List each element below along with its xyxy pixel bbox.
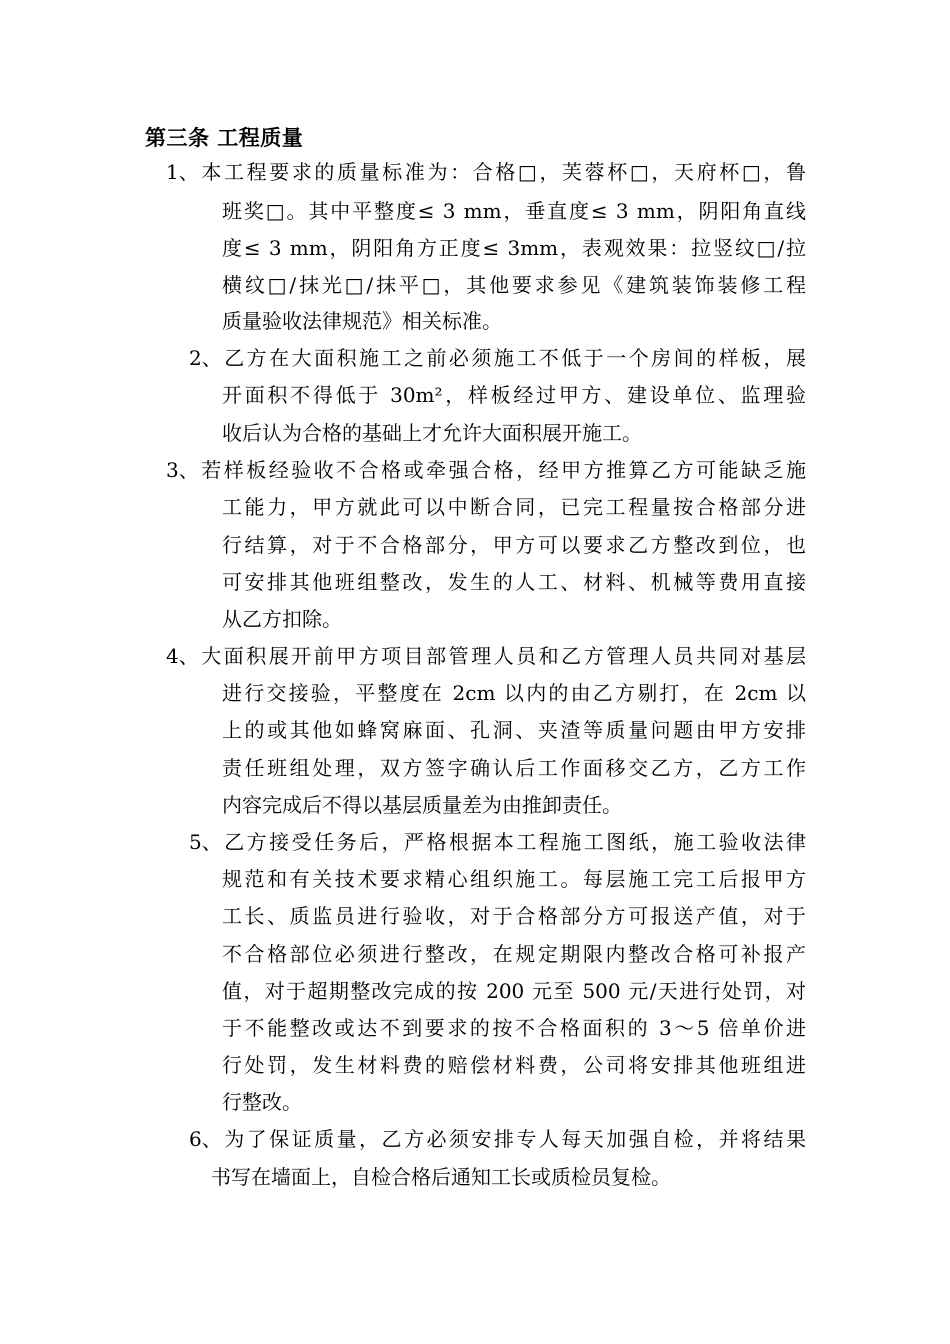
clause-number: 3、 bbox=[166, 458, 199, 482]
clause-line: 于不能整改或达不到要求的按不合格面积的 3～5 倍单价进 bbox=[222, 1016, 806, 1040]
section-title: 第三条 工程质量 bbox=[145, 125, 304, 150]
clause-number: 2、 bbox=[189, 346, 222, 370]
clause-line: 6、为了保证质量，乙方必须安排专人每天加强自检，并将结果 bbox=[189, 1121, 806, 1158]
clause-line: 横纹□/抹光□/抹平□，其他要求参见《建筑装饰装修工程 bbox=[222, 273, 806, 297]
clause-line: 开面积不得低于 30m²，样板经过甲方、建设单位、监理验 bbox=[222, 383, 806, 407]
clause-line: 上的或其他如蜂窝麻面、孔洞、夹渣等质量问题由甲方安排 bbox=[222, 718, 806, 742]
clause-line: 4、大面积展开前甲方项目部管理人员和乙方管理人员共同对基层 bbox=[166, 638, 806, 675]
clause-number: 5、 bbox=[189, 830, 222, 854]
clause-line: 行结算，对于不合格部分，甲方可以要求乙方整改到位，也 bbox=[222, 533, 806, 557]
clause-line: 书写在墙面上，自检合格后通知工长或质检员复检。 bbox=[211, 1165, 671, 1189]
clause-line: 从乙方扣除。 bbox=[222, 607, 342, 631]
clause-line: 规范和有关技术要求精心组织施工。每层施工完工后报甲方 bbox=[222, 867, 806, 891]
clause-line: 2、乙方在大面积施工之前必须施工不低于一个房间的样板，展 bbox=[189, 340, 806, 377]
clause-line: 行整改。 bbox=[222, 1090, 302, 1114]
clause-line: 3、若样板经验收不合格或牵强合格，经甲方推算乙方可能缺乏施 bbox=[166, 452, 806, 489]
clause-line: 5、乙方接受任务后，严格根据本工程施工图纸，施工验收法律 bbox=[189, 824, 806, 861]
clause-line: 工长、质监员进行验收，对于合格部分方可报送产值，对于 bbox=[222, 904, 806, 928]
clause-line: 值，对于超期整改完成的按 200 元至 500 元/天进行处罚，对 bbox=[222, 979, 806, 1003]
clause-number: 1、 bbox=[166, 160, 199, 184]
clause-line: 不合格部位必须进行整改，在规定期限内整改合格可补报产 bbox=[222, 942, 806, 966]
clause-line: 责任班组处理，双方签字确认后工作面移交乙方，乙方工作 bbox=[222, 756, 806, 780]
clause-number: 6、 bbox=[189, 1127, 222, 1151]
clause-line: 班奖□。其中平整度≤ 3 mm，垂直度≤ 3 mm，阴阳角直线 bbox=[222, 199, 806, 223]
clause-line: 内容完成后不得以基层质量差为由推卸责任。 bbox=[222, 793, 622, 817]
clause-number: 4、 bbox=[166, 644, 199, 668]
clause-line: 1、本工程要求的质量标准为：合格□，芙蓉杯□，天府杯□，鲁 bbox=[166, 154, 806, 191]
clause-line: 收后认为合格的基础上才允许大面积展开施工。 bbox=[222, 421, 642, 445]
clause-line: 行处罚，发生材料费的赔偿材料费，公司将安排其他班组进 bbox=[222, 1053, 806, 1077]
clause-line: 工能力，甲方就此可以中断合同，已完工程量按合格部分进 bbox=[222, 495, 806, 519]
clause-line: 可安排其他班组整改，发生的人工、材料、机械等费用直接 bbox=[222, 570, 806, 594]
clause-line: 度≤ 3 mm，阴阳角方正度≤ 3mm，表观效果：拉竖纹□/拉 bbox=[222, 236, 806, 260]
clause-line: 进行交接验，平整度在 2cm 以内的由乙方剔打，在 2cm 以 bbox=[222, 681, 806, 705]
clause-line: 质量验收法律规范》相关标准。 bbox=[222, 309, 502, 333]
